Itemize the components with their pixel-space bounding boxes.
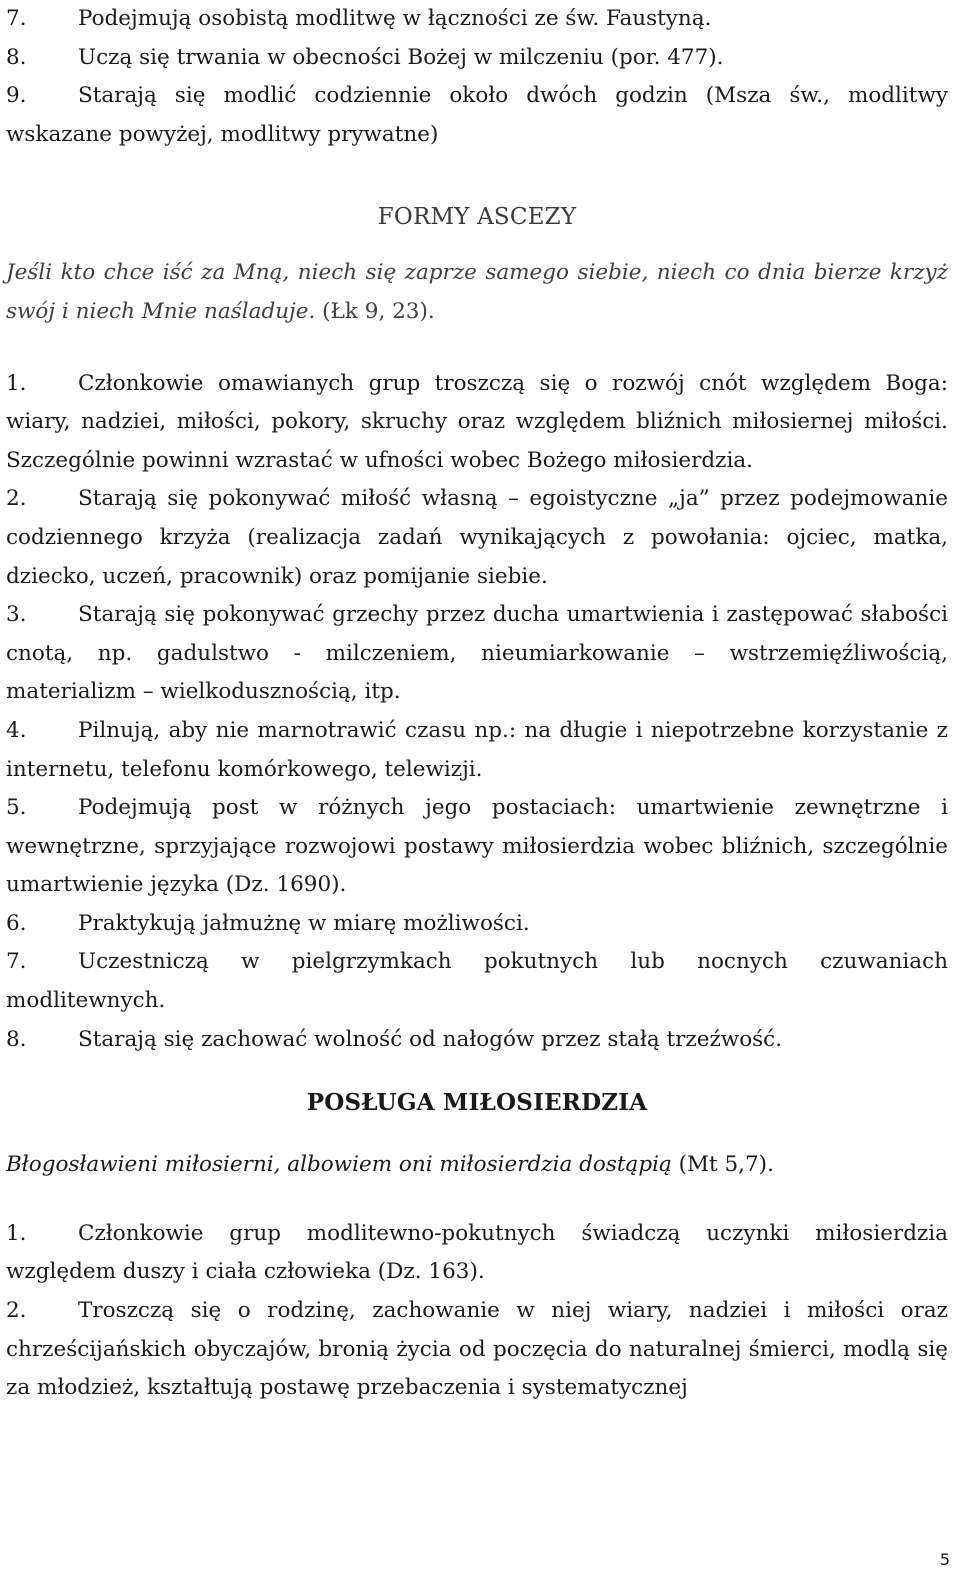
section-heading-posluga-milosierdzia: POSŁUGA MIŁOSIERDZIA (306, 1089, 648, 1117)
section-heading-formy-ascezy: FORMY ASCEZY (377, 204, 577, 231)
ascesis-list (6, 365, 948, 1060)
list-item: 6. Praktykują jałmużnę w miarę możliwości. (6, 910, 530, 936)
list-item: 2. Starają się pokonywać miłość własną – egoistyczne „ja” przez podejmowanie codziennego krzyża (realizacja zadań wynikających z powołania: ojciec, matka, dziecko, uczeń, pracownik) oraz pomijanie siebie. (6, 486, 948, 589)
list-item: 1. Członkowie omawianych grup troszczą się o rozwój cnót względem Boga: wiary, nadziei, miłości, pokory, skruchy oraz względem bliźnich miłosiernej miłości. Szczególnie powinni wzrastać w ufności wobec Bożego miłosierdzia. (6, 370, 948, 473)
list-item: 3. Starają się pokonywać grzechy przez ducha umartwienia i zastępować słabości cnotą, np. gadulstwo - milczeniem, nieumiarkowanie – wstrzemięźliwością, materializm – wielkodusznością, itp. (6, 602, 948, 705)
scripture-quote: Błogosławieni miłosierni, albowiem oni miłosierdzia dostąpią (Mt 5,7). (6, 1152, 774, 1178)
list-item: 5. Podejmują post w różnych jego postaciach: umartwienie zewnętrzne i wewnętrzne, sprzyjające rozwojowi postawy miłosierdzia wobec bliźnich, szczególnie umartwienie języka (Dz. 1690). (6, 795, 948, 898)
scripture-quote: Jeśli kto chce iść za Mną, niech się zaprze samego siebie, niech co dnia bierze krzyż swój i niech Mnie naśladuje. (Łk 9, 23). (6, 260, 948, 324)
list-item: 4. Pilnują, aby nie marnotrawić czasu np.: na długie i niepotrzebne korzystanie z internetu, telefonu komórkowego, telewizji. (6, 717, 948, 782)
list-item: 7. Uczestniczą w pielgrzymkach pokutnych lub nocnych czuwaniach modlitewnych. (6, 949, 948, 1014)
list-item: 2. Troszczą się o rodzinę, zachowanie w niej wiary, nadziei i miłości oraz chrześcijańskich obyczajów, bronią życia od poczęcia do naturalnej śmierci, modlą się za młodzież, kształtują postawę przebaczenia i systematycznej (6, 1298, 948, 1401)
page-number: 5 (939, 1550, 950, 1569)
list-item: 1. Członkowie grup modlitewno-pokutnych świadczą uczynki miłosierdzia względem duszy i ciała człowieka (Dz. 163). (6, 1220, 948, 1285)
continued-list (6, 0, 948, 154)
list-item: 7. Podejmują osobistą modlitwę w łączności ze św. Faustyną. (6, 6, 712, 31)
list-item: 8. Starają się zachować wolność od nałogów przez stałą trzeźwość. (6, 1026, 783, 1052)
list-item: 9. Starają się modlić codziennie około dwóch godzin (Msza św., modlitwy wskazane powyżej, modlitwy prywatne) (6, 83, 948, 147)
list-item: 8. Uczą się trwania w obecności Bożej w milczeniu (por. 477). (6, 44, 724, 70)
document-page (6, 0, 948, 1408)
mercy-service-list (6, 1215, 948, 1408)
